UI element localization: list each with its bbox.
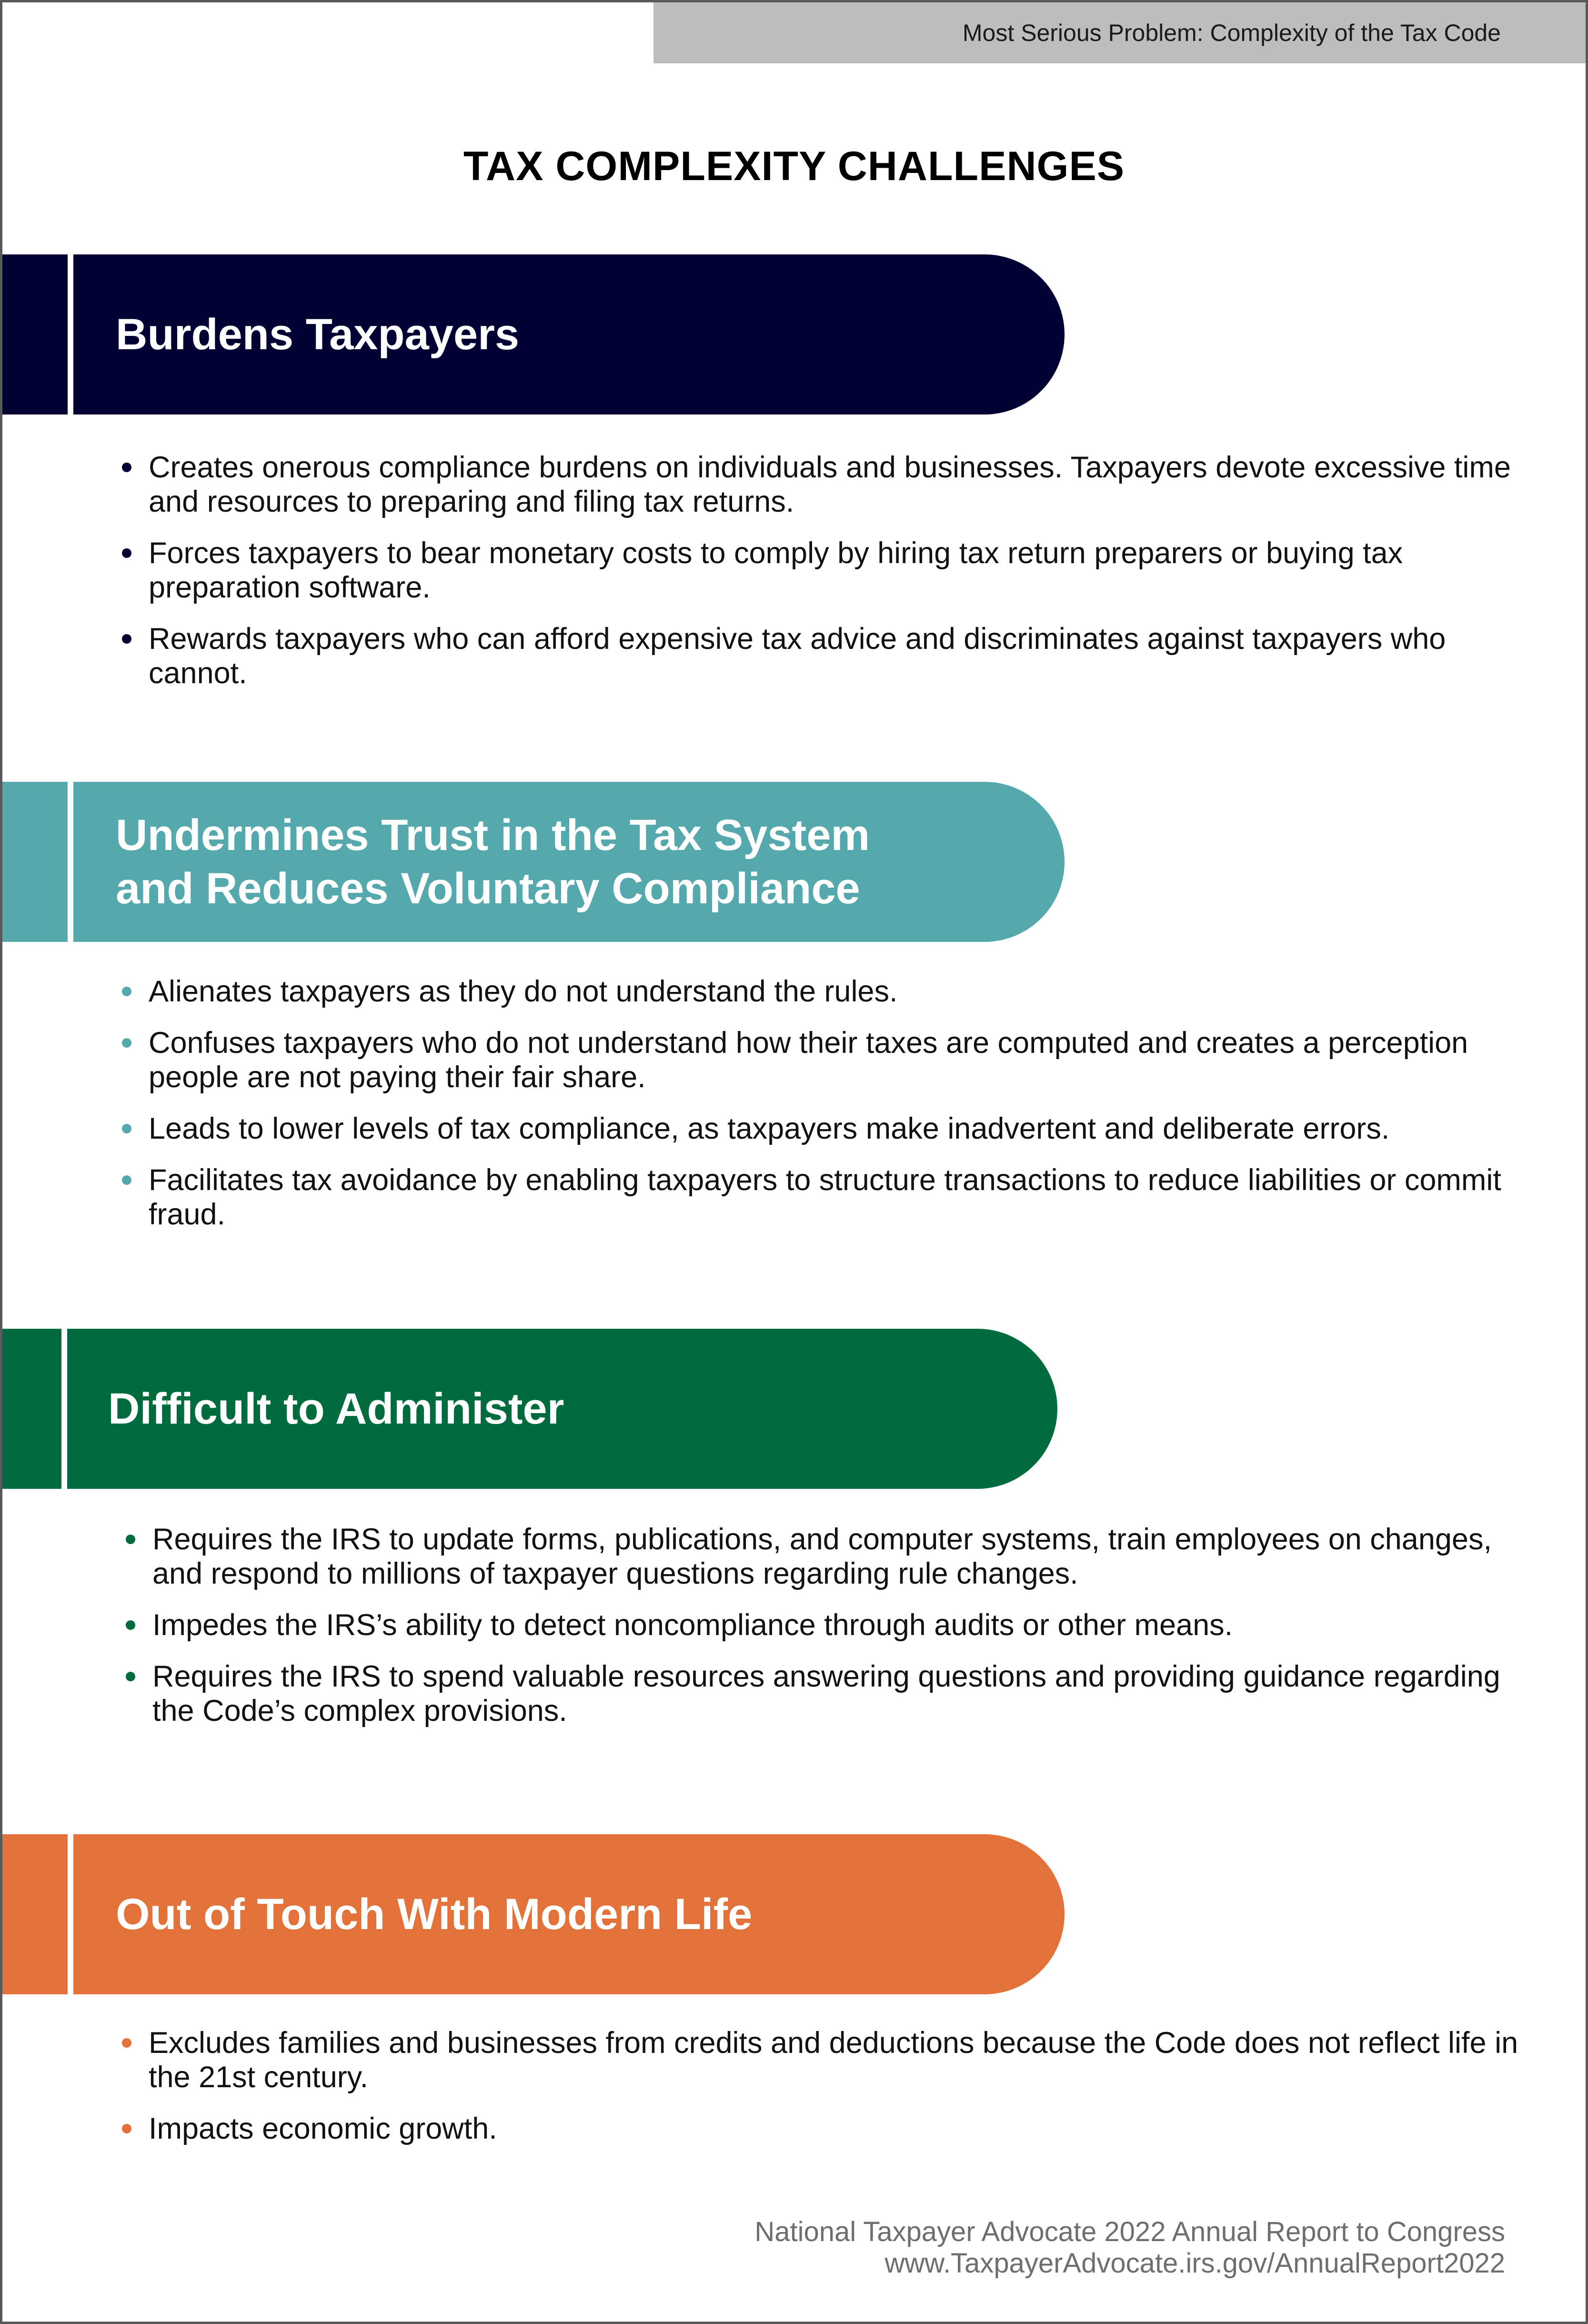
bullet-icon	[122, 2124, 131, 2133]
bullet-text: Leads to lower levels of tax compliance, as taxpayers make inadvertent and deliberate errors.	[149, 1112, 1390, 1145]
bullet-icon	[122, 548, 131, 558]
bullet-icon	[126, 1672, 135, 1681]
bullet-icon	[122, 634, 131, 644]
section-heading-line1: Undermines Trust in the Tax System	[116, 811, 870, 859]
section-heading-line2: and Reduces Voluntary Compliance	[116, 864, 860, 913]
list-item	[118, 450, 1523, 519]
bullet-text: Forces taxpayers to bear monetary costs to comply by hiring tax return preparers or buying tax preparation software.	[149, 536, 1403, 604]
bullet-text: Rewards taxpayers who can afford expensive tax advice and discriminates against taxpayers who cannot.	[149, 622, 1446, 690]
bullet-icon	[122, 1038, 131, 1048]
section-banner-undermines-trust	[2, 782, 1065, 942]
bullet-list-undermines-trust	[118, 974, 1523, 1249]
list-item	[118, 1111, 1523, 1146]
section-heading: Burdens Taxpayers	[116, 310, 520, 359]
bullet-text: Requires the IRS to spend valuable resources answering questions and providing guidance regarding the Code’s complex provisions.	[152, 1660, 1500, 1728]
section-heading	[116, 808, 870, 915]
banner-stripe	[61, 1329, 67, 1489]
bullet-icon	[122, 987, 131, 996]
footer	[754, 2216, 1505, 2279]
list-item	[118, 622, 1523, 690]
running-head-text: Most Serious Problem: Complexity of the Tax Code	[962, 20, 1501, 46]
bullet-text: Alienates taxpayers as they do not understand the rules.	[149, 975, 898, 1008]
bullet-list-difficult-to-administer	[122, 1522, 1527, 1745]
footer-report-title: National Taxpayer Advocate 2022 Annual Report to Congress	[754, 2216, 1505, 2247]
bullet-icon	[122, 463, 131, 472]
list-item	[122, 1522, 1527, 1591]
bullet-list-burdens-taxpayers	[118, 450, 1523, 707]
banner-stripe	[68, 254, 73, 414]
section-heading: Difficult to Administer	[108, 1384, 564, 1433]
bullet-text: Impedes the IRS’s ability to detect noncompliance through audits or other means.	[152, 1608, 1233, 1642]
list-item	[118, 1163, 1523, 1232]
footer-url: www.TaxpayerAdvocate.irs.gov/AnnualReport2022	[884, 2248, 1505, 2279]
list-item	[122, 1659, 1527, 1728]
bullet-text: Excludes families and businesses from credits and deductions because the Code does not reflect life in the 21st century.	[149, 2026, 1518, 2094]
list-item	[118, 2112, 1523, 2146]
bullet-text: Creates onerous compliance burdens on individuals and businesses. Taxpayers devote excessive time and resources to preparing and filing tax returns.	[149, 451, 1511, 518]
bullet-text: Requires the IRS to update forms, publications, and computer systems, train employees on changes, and respond to millions of taxpayer questions regarding rule changes.	[152, 1523, 1492, 1590]
banner-stripe	[68, 1834, 73, 1994]
banner-stripe	[68, 782, 73, 942]
running-head	[653, 2, 1586, 63]
list-item	[118, 2026, 1523, 2094]
bullet-icon	[126, 1535, 135, 1544]
bullet-icon	[122, 1124, 131, 1133]
bullet-text: Confuses taxpayers who do not understand how their taxes are computed and creates a perception people are not paying their fair share.	[149, 1026, 1468, 1094]
bullet-icon	[126, 1620, 135, 1630]
section-banner-difficult-to-administer	[2, 1329, 1057, 1489]
list-item	[118, 1026, 1523, 1094]
page-title: TAX COMPLEXITY CHALLENGES	[463, 143, 1125, 189]
bullet-icon	[122, 2038, 131, 2048]
section-banner-out-of-touch	[2, 1834, 1065, 1994]
bullet-icon	[122, 1175, 131, 1185]
list-item	[122, 1608, 1527, 1642]
bullet-text: Impacts economic growth.	[149, 2112, 497, 2145]
bullet-text: Facilitates tax avoidance by enabling taxpayers to structure transactions to reduce liabilities or commit fraud.	[149, 1163, 1501, 1231]
list-item	[118, 974, 1523, 1009]
bullet-list-out-of-touch	[118, 2026, 1523, 2163]
section-banner-burdens-taxpayers	[2, 254, 1065, 414]
list-item	[118, 536, 1523, 605]
section-heading: Out of Touch With Modern Life	[116, 1890, 753, 1939]
